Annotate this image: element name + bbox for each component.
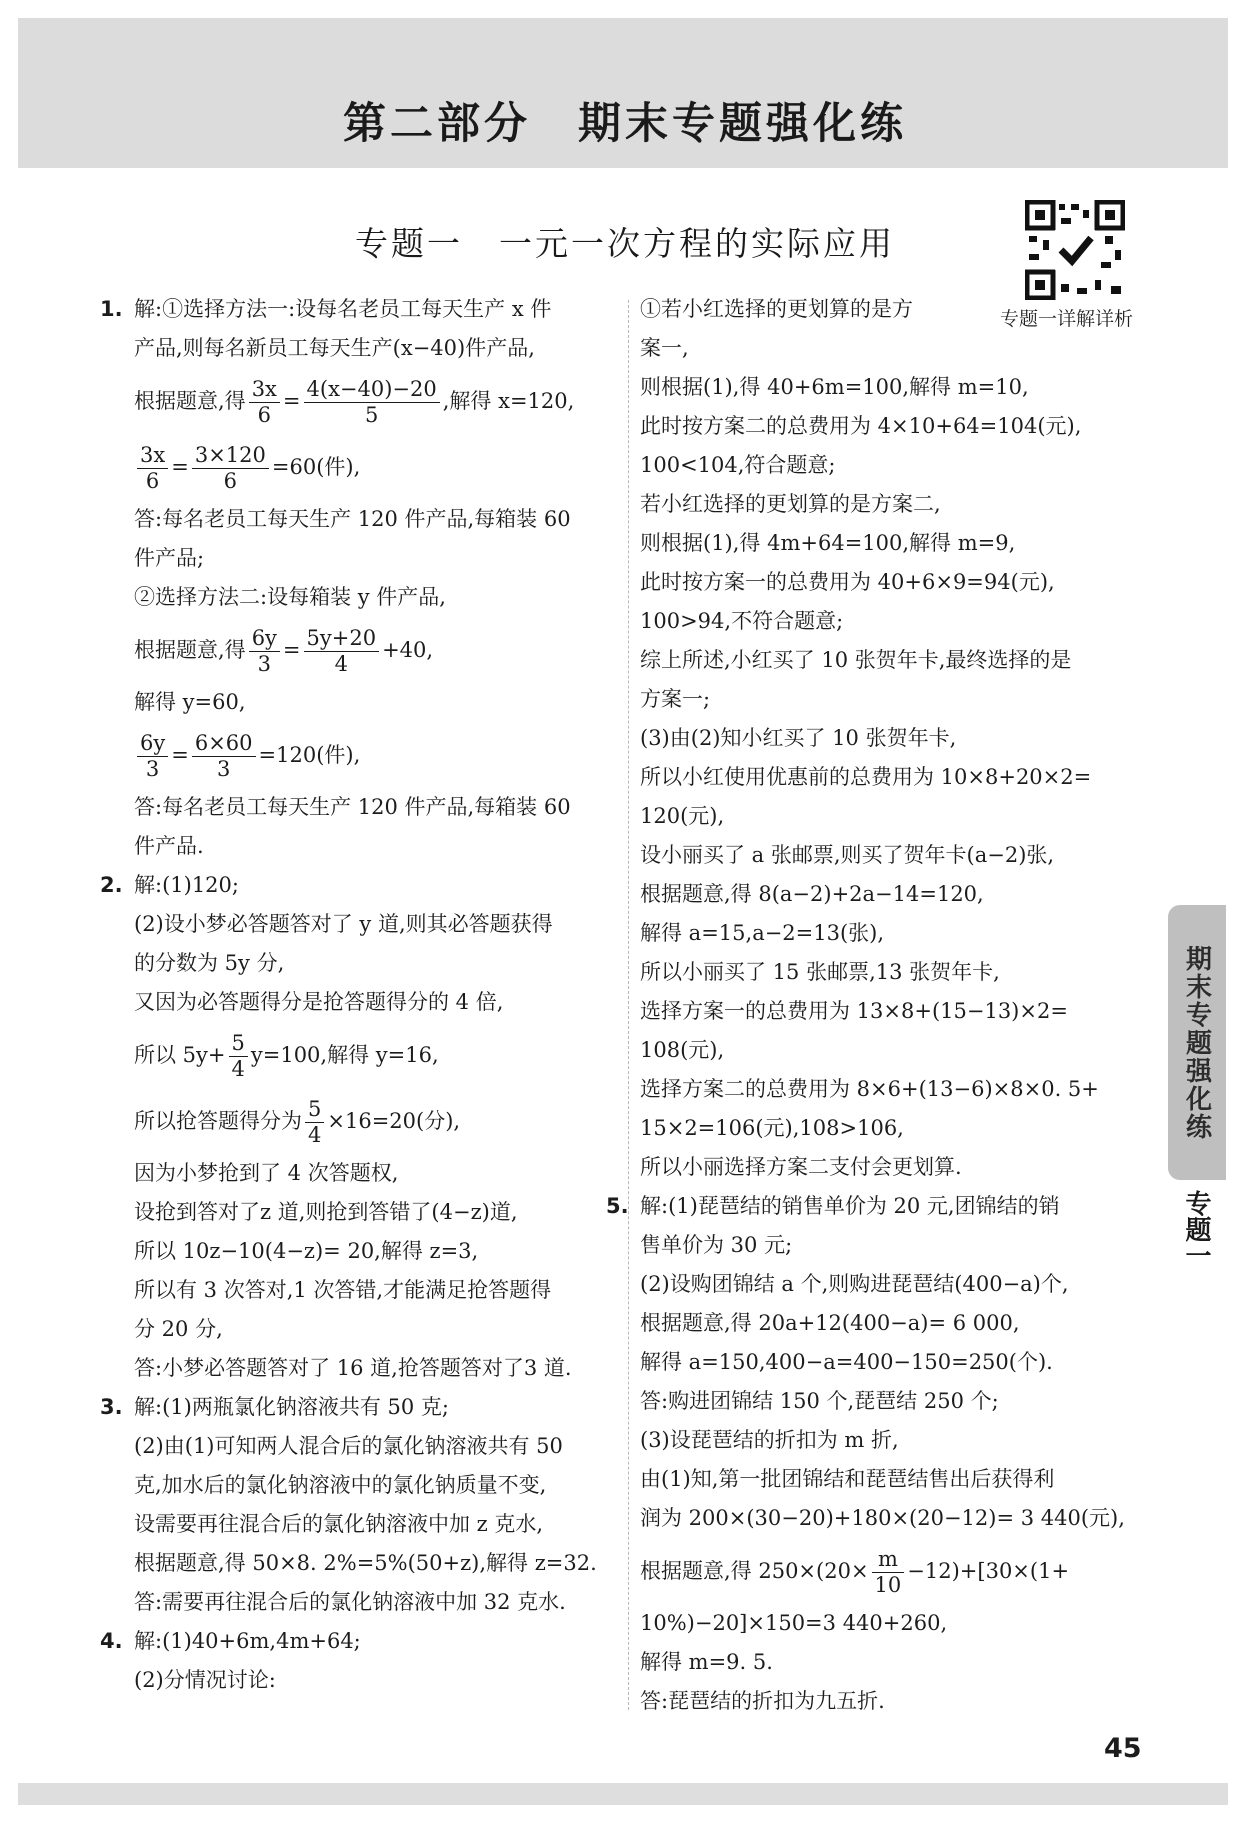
answer-line: 选择方案二的总费用为 8×6+(13−6)×8×0. 5+ <box>640 1077 1099 1101</box>
answer-line: 所以 10z−10(4−z)= 20,解得 z=3, <box>134 1239 479 1263</box>
fraction: $\frac{4(x-40)-20}{5}$ <box>304 377 440 428</box>
answer-line: 设小丽买了 a 张邮票,则买了贺年卡(a−2)张, <box>640 843 1055 867</box>
answer-line: 15×2=106(元),108>106, <box>640 1116 904 1140</box>
answer-line: 分 20 分, <box>134 1317 223 1341</box>
answer-line: 根据题意,得 8(a−2)+2a−14=120, <box>640 882 984 906</box>
answer-line: 答:需要再往混合后的氯化钠溶液中加 32 克水. <box>134 1590 566 1614</box>
answer-line: ①若小红选择的更划算的是方 <box>640 297 913 321</box>
question-number: 1. <box>100 297 123 321</box>
answer-line: 2. 解:(1)120; <box>100 866 620 905</box>
answer-line: (2)设小梦必答题答对了 y 道,则其必答题获得 <box>134 912 553 936</box>
answer-line: 根据题意,得 20a+12(400−a)= 6 000, <box>640 1311 1020 1335</box>
answer-line: 答:购进团锦结 150 个,琵琶结 250 个; <box>640 1389 999 1413</box>
equation-line: $\frac{3x}{6}$ = $\frac{3\times 120}{6}$ =60(件), <box>100 434 620 500</box>
fraction: $\frac{m}{10}$ <box>872 1547 905 1598</box>
question-number: 4. <box>100 1629 123 1653</box>
answer-line: 答:琵琶结的折扣为九五折. <box>640 1689 885 1713</box>
answer-line: 件产品. <box>134 834 204 858</box>
answer-line: 解得 y=60, <box>134 690 246 714</box>
answer-line: 所以小红使用优惠前的总费用为 10×8+20×2= <box>640 765 1092 789</box>
equation-line: 根据题意,得 $\frac{3x}{6}$ = $\frac{4(x-40)-20}{5}$ ,解得 x=120, <box>134 377 575 427</box>
answer-line: 4. 解:(1)40+6m,4m+64; <box>100 1622 620 1661</box>
answer-line: 件产品; <box>134 546 205 570</box>
answer-line: 因为小梦抢到了 4 次答题权, <box>134 1161 399 1185</box>
equation-line: 所以 5y+ $\frac{5}{4}$ y=100,解得 y=16, <box>134 1031 439 1081</box>
answer-line: 若小红选择的更划算的是方案二, <box>640 492 941 516</box>
answer-line: 选择方案一的总费用为 13×8+(15−13)×2= <box>640 999 1068 1023</box>
answer-line: 所以小丽选择方案二支付会更划算. <box>640 1155 962 1179</box>
answer-line: 设抢到答对了z 道,则抢到答错了(4−z)道, <box>134 1200 518 1224</box>
question-number: 3. <box>100 1395 123 1419</box>
topic-side-label: 专题一 <box>1181 1190 1211 1268</box>
equation-line: 根据题意,得 $\frac{6y}{3}$ = $\frac{5y+20}{4}$ +40, <box>134 626 434 676</box>
answer-line: 售单价为 30 元; <box>640 1233 793 1257</box>
answer-line: 润为 200×(30−20)+180×(20−12)= 3 440(元), <box>640 1506 1125 1530</box>
answer-line: 综上所述,小红买了 10 张贺年卡,最终选择的是 <box>640 648 1072 672</box>
equation-line: 根据题意,得 250×(20× $\frac{m}{10}$ −12)+[30×(1+ <box>640 1547 1070 1597</box>
qr-code-icon[interactable] <box>1025 200 1125 300</box>
answer-line: 解得 a=15,a−2=13(张), <box>640 921 885 945</box>
equation-line: $\frac{6y}{3}$ = $\frac{6\times 60}{3}$ =120(件), <box>100 722 620 788</box>
answer-line: 120(元), <box>640 804 725 828</box>
answer-line: (3)由(2)知小红买了 10 张贺年卡, <box>640 726 957 750</box>
answer-line: 100<104,符合题意; <box>640 453 836 477</box>
question-number: 5. <box>606 1194 629 1218</box>
answer-line: 108(元), <box>640 1038 725 1062</box>
fraction: $\frac{3x}{6}$ <box>137 443 168 494</box>
answer-line: (3)设琵琶结的折扣为 m 折, <box>640 1428 899 1452</box>
answer-line: 10%)−20]×150=3 440+260, <box>640 1611 948 1635</box>
topic-title: 专题一 一元一次方程的实际应用 <box>355 224 895 263</box>
fraction: $\frac{6y}{3}$ <box>249 626 280 677</box>
right-column <box>606 290 1150 1721</box>
answer-line: 又因为必答题得分是抢答题得分的 4 倍, <box>134 990 504 1014</box>
fraction: $\frac{6y}{3}$ <box>137 731 168 782</box>
answer-line: 根据题意,得 50×8. 2%=5%(50+z),解得 z=32. <box>134 1551 597 1575</box>
footer-band <box>18 1783 1228 1805</box>
answer-line: 案一, <box>640 336 689 360</box>
answer-line: 答:每名老员工每天生产 120 件产品,每箱装 60 <box>134 507 571 531</box>
answer-line: 方案一; <box>640 687 711 711</box>
answer-line: ②选择方法二:设每箱装 y 件产品, <box>134 585 446 609</box>
answer-line: 设需要再往混合后的氯化钠溶液中加 z 克水, <box>134 1512 544 1536</box>
answer-line: 则根据(1),得 4m+64=100,解得 m=9, <box>640 531 1016 555</box>
page-number: 45 <box>1104 1733 1142 1764</box>
left-column <box>100 290 620 1700</box>
answer-line: 产品,则每名新员工每天生产(x−40)件产品, <box>134 336 535 360</box>
fraction: $\frac{5}{4}$ <box>229 1031 248 1082</box>
equation-line: 所以抢答题得分为 $\frac{5}{4}$ ×16=20(分), <box>134 1097 461 1147</box>
fraction: $\frac{5}{4}$ <box>305 1097 324 1148</box>
answer-line: 1. 解:①选择方法一:设每名老员工每天生产 x 件 <box>100 290 620 329</box>
answer-line: 解得 a=150,400−a=400−150=250(个). <box>640 1350 1053 1374</box>
answer-line: 100>94,不符合题意; <box>640 609 844 633</box>
answer-line: (2)由(1)可知两人混合后的氯化钠溶液共有 50 <box>134 1434 563 1458</box>
answer-line: 所以小丽买了 15 张邮票,13 张贺年卡, <box>640 960 1000 984</box>
section-side-tab[interactable]: 期末专题强化练 <box>1168 905 1226 1180</box>
answer-line: 答:每名老员工每天生产 120 件产品,每箱装 60 <box>134 795 571 819</box>
answer-line: 此时按方案二的总费用为 4×10+64=104(元), <box>640 414 1082 438</box>
column-divider <box>628 300 629 1710</box>
answer-line: (2)分情况讨论: <box>134 1668 276 1692</box>
question-number: 2. <box>100 873 123 897</box>
answer-line: 由(1)知,第一批团锦结和琵琶结售出后获得利 <box>640 1467 1055 1491</box>
fraction: $\frac{3\times 120}{6}$ <box>192 443 269 494</box>
part-title: 第二部分 期末专题强化练 <box>343 99 907 149</box>
answer-line: (2)设购团锦结 a 个,则购进琵琶结(400−a)个, <box>640 1272 1069 1296</box>
answer-line: 的分数为 5y 分, <box>134 951 285 975</box>
answer-line: 答:小梦必答题答对了 16 道,抢答题答对了3 道. <box>134 1356 572 1380</box>
qr-caption: 专题一详解详析 <box>1000 308 1134 330</box>
answer-line: 解得 m=9. 5. <box>640 1650 773 1674</box>
answer-line: 此时按方案一的总费用为 40+6×9=94(元), <box>640 570 1055 594</box>
fraction: $\frac{6\times 60}{3}$ <box>192 731 256 782</box>
answer-line: 克,加水后的氯化钠溶液中的氯化钠质量不变, <box>134 1473 547 1497</box>
answer-line: 则根据(1),得 40+6m=100,解得 m=10, <box>640 375 1029 399</box>
answer-line: 3. 解:(1)两瓶氯化钠溶液共有 50 克; <box>100 1388 620 1427</box>
answer-line: 5. 解:(1)琵琶结的销售单价为 20 元,团锦结的销 <box>606 1187 1150 1226</box>
answer-line: 所以有 3 次答对,1 次答错,才能满足抢答题得 <box>134 1278 552 1302</box>
fraction: $\frac{5y+20}{4}$ <box>304 626 380 677</box>
fraction: $\frac{3x}{6}$ <box>249 377 280 428</box>
